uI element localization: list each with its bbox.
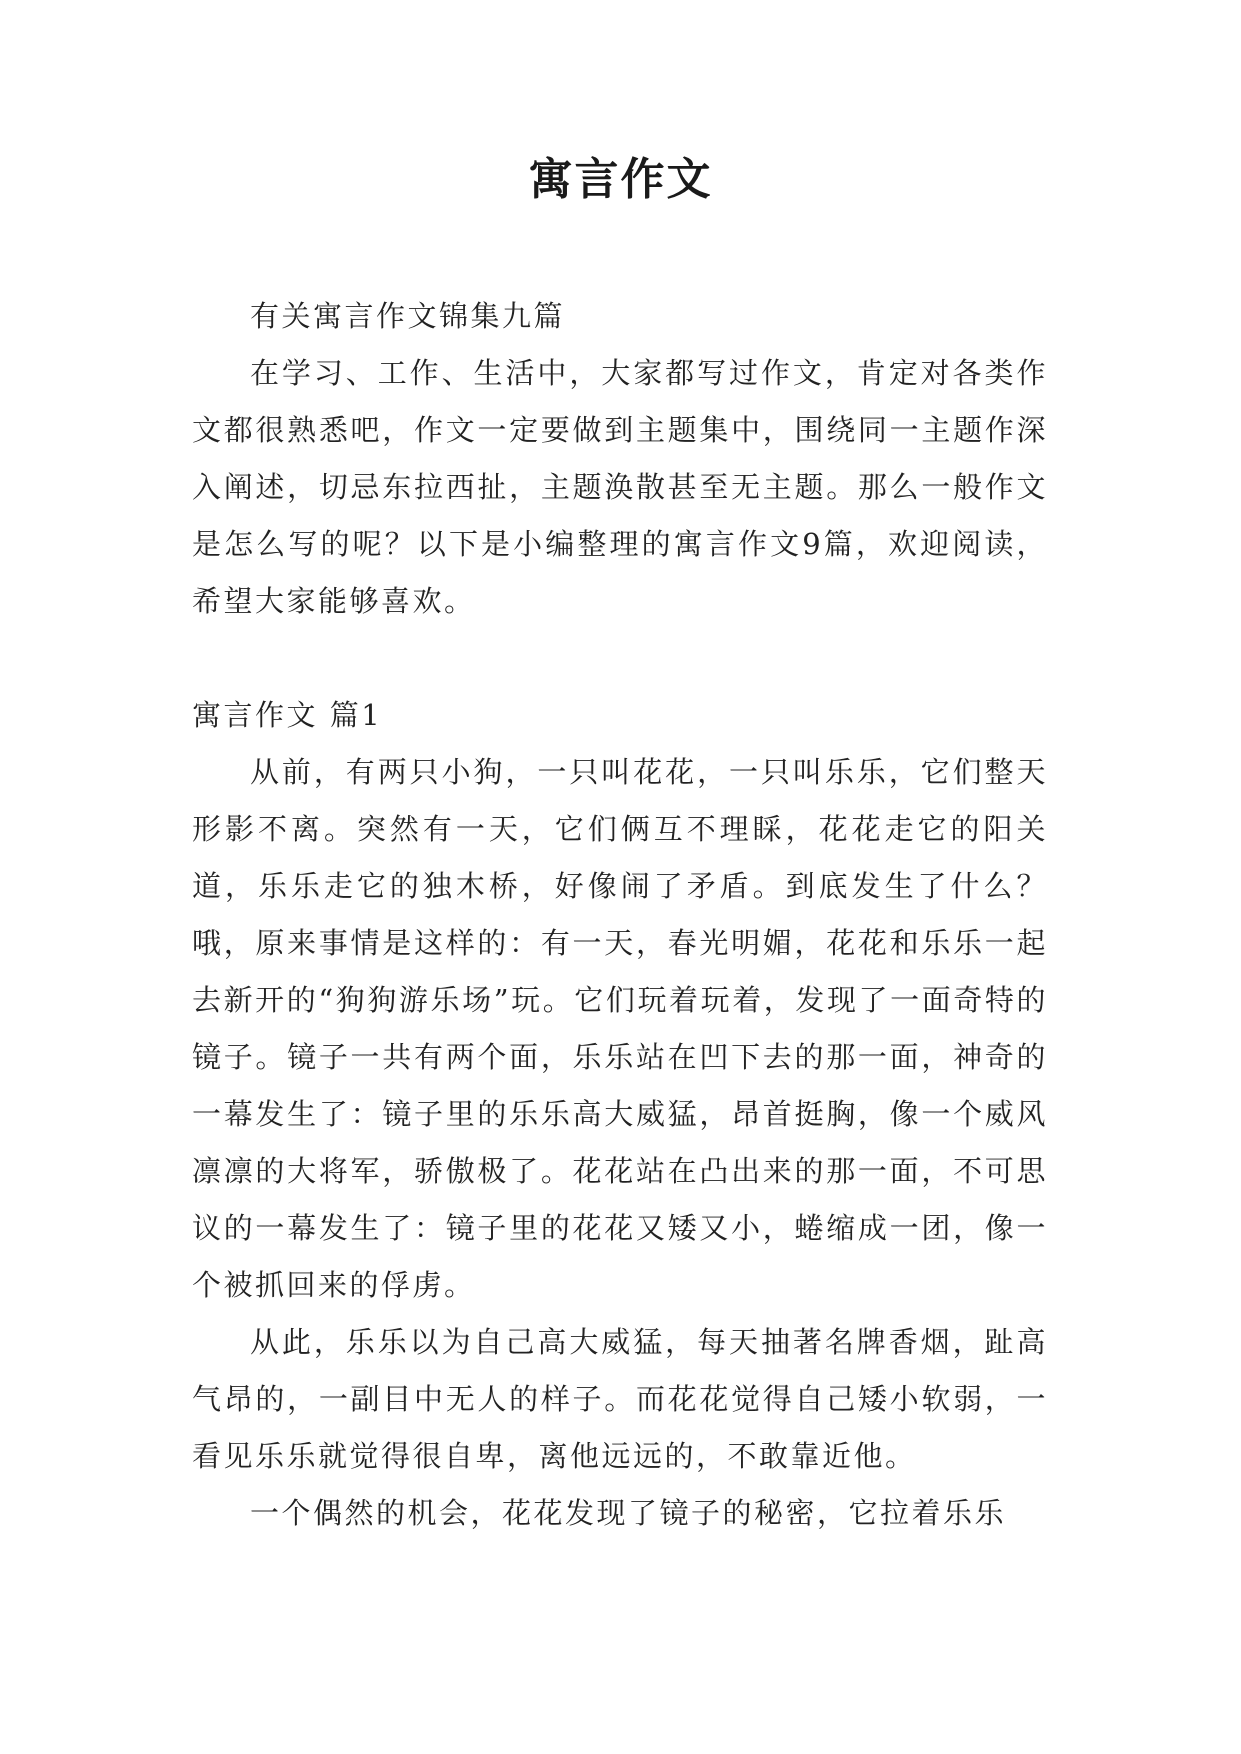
intro-paragraph: 在学习、工作、生活中，大家都写过作文，肯定对各类作文都很熟悉吧，作文一定要做到主题集中，围绕同一主题作深入阐述，切忌东拉西扯，主题涣散甚至无主题。那么一般作文是怎么写的呢？以下是小编整理的寓言作文9篇，欢迎阅读，希望大家能够喜欢。 [192,356,1048,618]
document-body [192,288,1048,1542]
body-paragraph: 一个偶然的机会，花花发现了镜子的秘密，它拉着乐乐 [250,1496,1007,1530]
paragraph-spacer [192,630,1048,687]
document-title: 寓言作文 [528,154,713,205]
body-paragraph: 从此，乐乐以为自己高大威猛，每天抽著名牌香烟，趾高气昂的，一副目中无人的样子。而花花觉得自己矮小软弱，一看见乐乐就觉得很自卑，离他远远的，不敢靠近他。 [192,1325,1048,1473]
body-paragraph: 从前，有两只小狗，一只叫花花，一只叫乐乐，它们整天形影不离。突然有一天，它们俩互不理睬，花花走它的阳关道，乐乐走它的独木桥，好像闹了矛盾。到底发生了什么？哦，原来事情是这样的：有一天，春光明媚，花花和乐乐一起去新开的“狗狗游乐场”玩。它们玩着玩着，发现了一面奇特的镜子。镜子一共有两个面，乐乐站在凹下去的那一面，神奇的一幕发生了：镜子里的乐乐高大威猛，昂首挺胸，像一个威风凛凛的大将军，骄傲极了。花花站在凸出来的那一面，不可思议的一幕发生了：镜子里的花花又矮又小，蜷缩成一团，像一个被抓回来的俘虏。 [192,755,1048,1302]
document-subtitle: 有关寓言作文锦集九篇 [250,299,566,333]
section-heading: 寓言作文 篇1 [192,698,383,732]
